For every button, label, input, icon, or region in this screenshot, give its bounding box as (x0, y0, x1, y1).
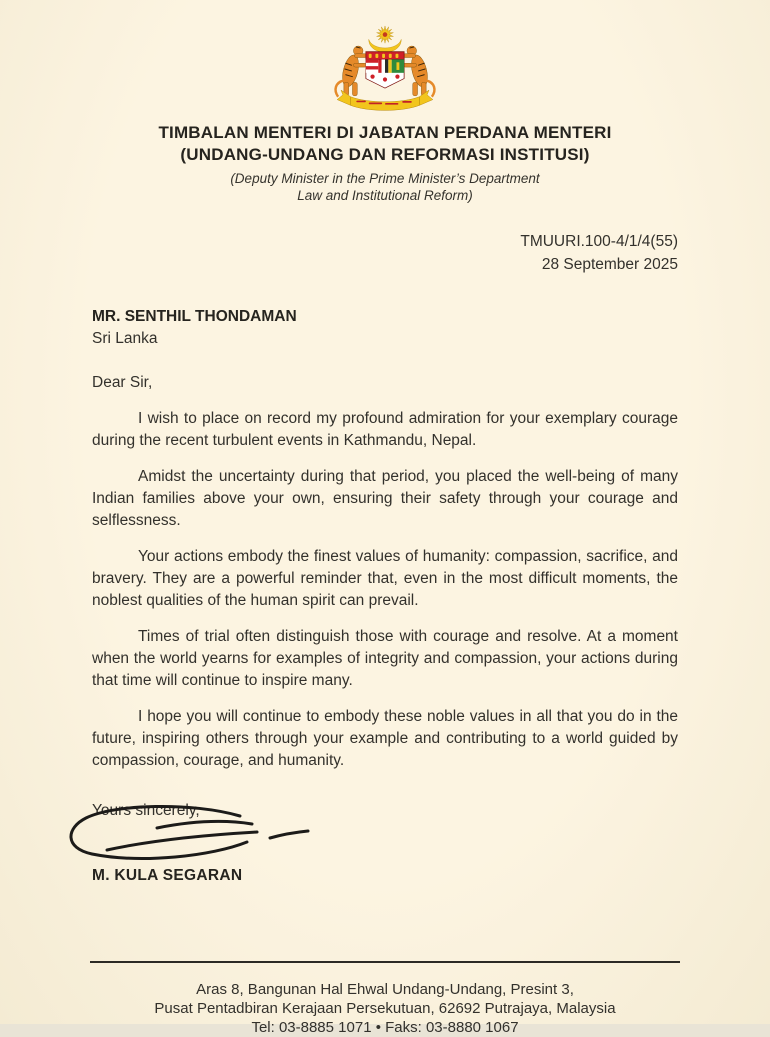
footer-address-line1: Aras 8, Bangunan Hal Ehwal Undang-Undang, Presint 3, (196, 981, 574, 998)
body-paragraph-4: Times of trial often distinguish those with courage and resolve. At a moment when the world yearns for examples of integrity and compassion, your actions during that time will continue to inspire many. (92, 628, 678, 689)
letter-date: 28 September 2025 (541, 256, 678, 273)
footer-divider (90, 961, 680, 963)
body-paragraph-5: I hope you will continue to embody these noble values in all that you do in the future, inspiring others through your example and contributing to a world guided by compassion, courage, and humanity. (92, 708, 678, 769)
letterhead-title-line1: TIMBALAN MENTERI DI JABATAN PERDANA MENTERI (158, 123, 612, 142)
recipient-location: Sri Lanka (92, 330, 158, 347)
reference-number: TMUURI.100-4/1/4(55) (520, 233, 678, 250)
recipient-block (92, 306, 678, 350)
letterhead (0, 0, 770, 204)
letterhead-title-line2: (UNDANG-UNDANG DAN REFORMASI INSTITUSI) (180, 145, 590, 164)
letterhead-subtitle-line1: (Deputy Minister in the Prime Minister’s Department (230, 171, 540, 186)
signatory-name: M. KULA SEGARAN (92, 867, 243, 884)
footer-contact-line-partial: Tel: 03-8885 1071 • Faks: 03-8880 1067 (251, 1019, 519, 1036)
closing-block (92, 800, 678, 887)
body-paragraph-3: Your actions embody the finest values of humanity: compassion, sacrifice, and bravery. They are a powerful reminder that, even in the most difficult moments, the noblest qualities of the human spirit can prevail. (92, 548, 678, 609)
letter-content (0, 306, 770, 887)
letterhead-subtitle-line2: Law and Institutional Reform) (297, 187, 473, 203)
recipient-name: MR. SENTHIL THONDAMAN (92, 308, 297, 325)
valediction: Yours sincerely, (92, 802, 200, 819)
reference-block (0, 230, 770, 276)
salutation: Dear Sir, (92, 374, 153, 391)
body-paragraph-1: I wish to place on record my profound admiration for your exemplary courage during the recent turbulent events in Kathmandu, Nepal. (92, 410, 678, 449)
malaysia-coat-of-arms-icon (326, 25, 444, 113)
body-paragraph-2: Amidst the uncertainty during that period, you placed the well-being of many Indian families above your own, ensuring their safety through your courage and selflessness. (92, 468, 678, 529)
footer-address-line2: Pusat Pentadbiran Kerajaan Persekutuan, 62692 Putrajaya, Malaysia (154, 1000, 616, 1017)
letter-footer (0, 961, 770, 1037)
